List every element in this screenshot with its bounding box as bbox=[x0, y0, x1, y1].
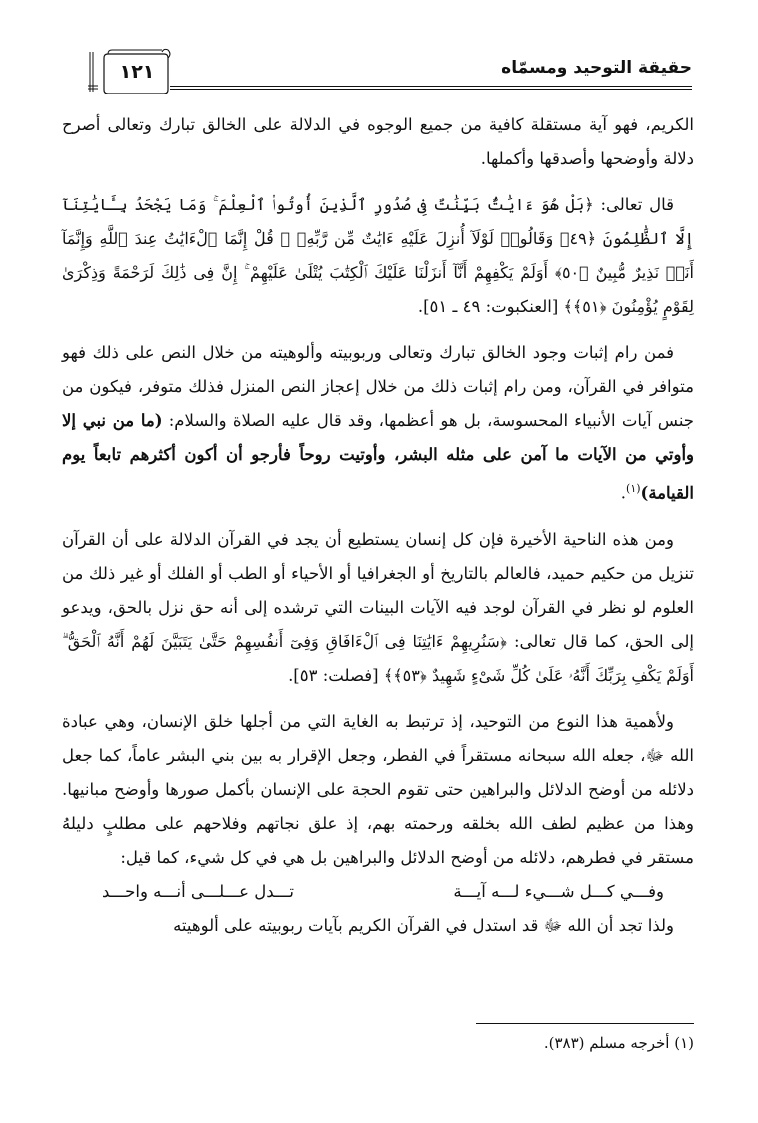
hadith-quote: (ما من نبي إلا وأوتي من الآيات ما آمن على مثله البشر، وأوتيت روحاً فأرجو أن أكون أكثرهم تابعاً يوم القيامة) bbox=[62, 411, 694, 503]
paragraph-2 bbox=[62, 188, 694, 324]
verse-reference: [فصلت: ٥٣]. bbox=[288, 665, 384, 685]
poetry-hemistich-left: تـــدل عـــلـــى أنـــه واحـــد bbox=[102, 881, 294, 901]
page-body bbox=[62, 108, 694, 943]
quran-verse-ankabut: ﴿بَلْ هُوَ ءَايَٰتٌۢ بَيِّنَٰتٌ فِى صُدُورِ ٱلَّذِينَ أُوتُوا۟ ٱلْعِلْمَ ۚ وَمَا يَجْحَدُ بِـَٔايَٰتِنَآ إِلَّا ٱلظَّٰلِمُونَ ﴿٤٩﴾ وَقَالُوا۟ لَوْلَآ أُنزِلَ عَلَيْهِ ءَايَٰتٌ مِّن رَّبِّهِۦ ۖ قُلْ إِنَّمَا ٱلْءَايَٰتُ عِندَ ٱللَّهِ وَإِنَّمَآ أَنَا۠ نَذِيرٌ مُّبِينٌ ﴿٥٠﴾ أَوَلَمْ يَكْفِهِمْ أَنَّآ أَنزَلْنَا عَلَيْكَ ٱلْكِتَٰبَ يُتْلَىٰ عَلَيْهِمْ ۚ إِنَّ فِى ذَٰلِكَ لَرَحْمَةً وَذِكْرَىٰ لِقَوْمٍ يُؤْمِنُونَ ﴿٥١﴾﴾ bbox=[62, 195, 694, 316]
poetry-verse bbox=[62, 875, 694, 909]
paragraph-1: الكريم، فهو آية مستقلة كافية من جميع الوجوه في الدلالة على الخالق تبارك وتعالى أصرح دلالة وأوضحها وأصدقها وأكملها. bbox=[62, 115, 694, 168]
header-rule-bottom bbox=[170, 89, 692, 90]
paragraph-4-text: ومن هذه الناحية الأخيرة فإن كل إنسان يستطيع أن يجد في القرآن الدلالة على أن القرآن تنزيل من حكيم حميد، فالعالم بالتاريخ أو الجغرافيا أو الأحياء أو الطب أو الفلك أو غير ذلك من العلوم لو نظر في القرآن لوجد فيه الآيات البينات التي ترشده إلى أنه حق نزل بالحق، ويدعو إلى الحق، كما قال تعالى: bbox=[62, 529, 694, 651]
page-number: ١٢١ bbox=[119, 61, 155, 83]
quran-verse-fussilat: ﴿سَنُرِيهِمْ ءَايَٰتِنَا فِى ٱلْءَافَاقِ وَفِىٓ أَنفُسِهِمْ حَتَّىٰ يَتَبَيَّنَ لَهُمْ أَنَّهُ ٱلْحَقُّ ۗ أَوَلَمْ يَكْفِ بِرَبِّكَ أَنَّهُۥ عَلَىٰ كُلِّ شَىْءٍ شَهِيدٌ ﴿٥٣﴾﴾ bbox=[62, 631, 694, 685]
verse-reference: [العنكبوت: ٤٩ ـ ٥١]. bbox=[417, 297, 564, 316]
paragraph-5: ولأهمية هذا النوع من التوحيد، إذ ترتبط به الغاية التي من أجلها خلق الإنسان، وهي عبادة الله ﷻ، جعله الله سبحانه مستقراً في الفطر، وجعل الإقرار به بين بني البشر عاماً، كما جعل دلائله من أوضح الدلائل والبراهين حتى تقوم الحجة على الإنسان بأكمل صورها وأوضح مبانيها. وهذا من عظيم لطف الله بخلقه ورحمته بهم، إذ علق نجاتهم وفلاحهم على مطلبٍ دليلهُ مستقر في فطرهم، دلائله من أوضح الدلائل والبراهين بل هي في كل شيء، كما قيل: bbox=[62, 711, 694, 867]
paragraph-3 bbox=[62, 336, 694, 511]
page-number-box bbox=[102, 48, 172, 94]
poetry-hemistich-right: وفـــي كـــل شـــيء لـــه آيـــة bbox=[453, 881, 664, 901]
header-left-rules bbox=[88, 48, 98, 94]
footnote: (١) أخرجه مسلم (٣٨٣). bbox=[543, 1034, 694, 1052]
paragraph-6: ولذا تجد أن الله ﷻ قد استدل في القرآن الكريم بآيات ربوبيته على ألوهيته bbox=[173, 915, 674, 935]
footnote-separator bbox=[476, 1023, 694, 1024]
paragraph-4 bbox=[62, 523, 694, 693]
paragraph-3-text: فمن رام إثبات وجود الخالق تبارك وتعالى وربوبيته وألوهيته من خلال النص على ذلك فهو متوافر في القرآن، ومن رام إثبات ذلك من خلال إعجاز النص المنزل فذلك متوفر، فيكون من جنس آيات الأنبياء المحسوسة، بل هو أعظمها، وقد قال عليه الصلاة والسلام: bbox=[62, 343, 694, 430]
double-rule-icon bbox=[88, 48, 98, 94]
quote-intro: قال تعالى: bbox=[593, 195, 675, 214]
period: . bbox=[620, 483, 627, 503]
footnote-marker[interactable]: (١) bbox=[626, 482, 641, 495]
header-rule-top bbox=[170, 86, 692, 87]
page-header bbox=[88, 48, 692, 100]
running-title: حقيقة التوحيد ومسمّاه bbox=[501, 58, 692, 78]
